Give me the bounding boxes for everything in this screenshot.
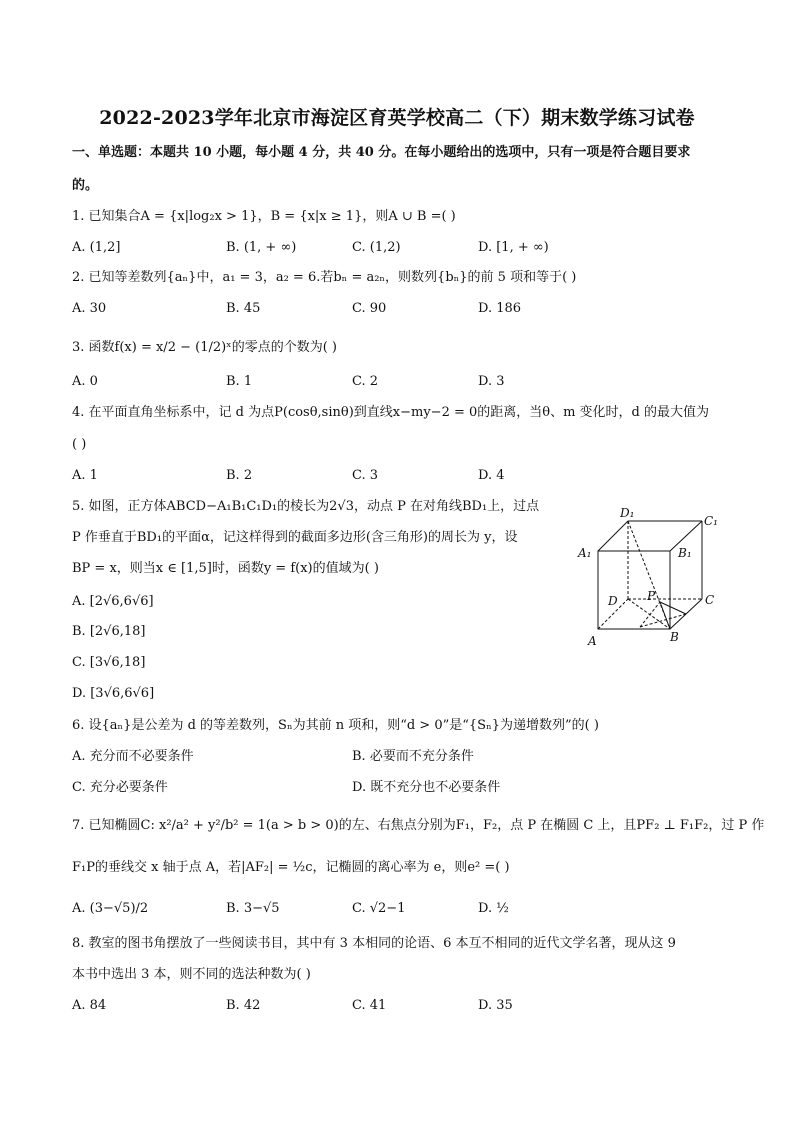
label-d: D [608,594,618,608]
question-5-stem-line-2: P 作垂直于BD₁的平面α，记这样得到的截面多边形(含三角形)的周长为 y，设 [72,530,518,545]
label-a1: A₁ [578,546,592,560]
label-d1: D₁ [620,506,635,520]
section-heading-line-1: 一、单选题：本题共 10 小题，每小题 4 分，共 40 分。在每小题给出的选项中，只有一项是符合题目要求 [72,145,691,160]
question-5-option-b: B. [2√6,18] [72,624,146,639]
question-8-option-d: D. 35 [478,998,513,1013]
question-1-option-b: B. (1, + ∞) [226,240,297,255]
label-p: P [647,589,656,603]
question-6-option-a: A. 充分而不必要条件 [72,749,194,764]
question-2-stem: 2. 已知等差数列{aₙ}中，a₁ = 3，a₂ = 6.若bₙ = a₂ₙ，则数列{bₙ}的前 5 项和等于( ) [72,270,577,285]
question-4-option-d: D. 4 [478,468,505,483]
question-4-option-c: C. 3 [352,468,379,483]
question-6-option-b: B. 必要而不充分条件 [352,749,474,764]
question-2-option-d: D. 186 [478,301,522,316]
question-5-option-a: A. [2√6,6√6] [72,594,154,609]
label-c1: C₁ [704,514,718,528]
question-1-stem: 1. 已知集合A = {x|log₂x > 1}，B = {x|x ≥ 1}，则A ∪ B =( ) [72,209,456,224]
question-7-option-b: B. 3−√5 [226,901,280,916]
question-4-option-a: A. 1 [72,468,98,483]
label-b: B [670,630,679,644]
question-2-option-b: B. 45 [226,301,261,316]
question-4-option-b: B. 2 [226,468,253,483]
question-7-option-d: D. ½ [478,901,509,916]
question-3-option-d: D. 3 [478,374,505,389]
question-1-option-c: C. (1,2) [352,240,401,255]
question-8-stem-line-2: 本书中选出 3 本，则不同的选法种数为( ) [72,967,311,982]
question-5-option-d: D. [3√6,6√6] [72,686,155,701]
question-5-stem-line-1: 5. 如图，正方体ABCD−A₁B₁C₁D₁的棱长为2√3，动点 P 在对角线BD₁上，过点 [72,499,540,514]
question-4-stem-line-2: ( ) [72,437,87,452]
label-c: C [705,593,715,607]
question-5-stem-line-3: BP = x，则当x ∈ [1,5]时，函数y = f(x)的值域为( ) [72,561,379,576]
edge-a1-d1 [598,521,628,551]
question-6-option-c: C. 充分必要条件 [72,780,168,795]
question-1-option-d: D. [1, + ∞) [478,240,549,255]
question-7-option-c: C. √2−1 [352,901,406,916]
question-6-stem: 6. 设{aₙ}是公差为 d 的等差数列，Sₙ为其前 n 项和，则“d > 0”是“{Sₙ}为递增数列”的( ) [72,718,599,733]
question-5-option-c: C. [3√6,18] [72,655,146,670]
cube-figure [574,506,724,650]
question-3-option-c: C. 2 [352,374,379,389]
question-2-option-a: A. 30 [72,301,107,316]
question-3-option-a: A. 0 [72,374,98,389]
question-8-stem-line-1: 8. 教室的图书角摆放了一些阅读书目，其中有 3 本相同的论语、6 本互不相同的近代文学名著，现从这 9 [72,936,676,951]
label-a: A [588,634,597,648]
question-1-option-a: A. (1,2] [72,240,121,255]
label-b1: B₁ [678,546,692,560]
question-7-stem-line-1: 7. 已知椭圆C: x²/a² + y²/b² = 1(a > b > 0)的左、右焦点分别为F₁，F₂，点 P 在椭圆 C 上，且PF₂ ⊥ F₁F₂，过 P 作 [72,818,765,833]
question-7-option-a: A. (3−√5)/2 [72,901,149,916]
question-3-option-b: B. 1 [226,374,253,389]
page-title: 2022-2023学年北京市海淀区育英学校高二（下）期末数学练习试卷 [99,107,695,129]
section-edge-1 [640,602,660,627]
question-2-option-c: C. 90 [352,301,387,316]
question-3-stem: 3. 函数f(x) = x/2 − (1/2)ˣ的零点的个数为( ) [72,340,337,355]
question-6-option-d: D. 既不充分也不必要条件 [352,780,501,795]
front-face [598,551,670,629]
section-heading-line-2: 的。 [72,178,99,193]
question-8-option-c: C. 41 [352,998,387,1013]
question-8-option-a: A. 84 [72,998,107,1013]
question-7-stem-line-2: F₁P的垂线交 x 轴于点 A，若|AF₂| = ½c，记椭圆的离心率为 e，则e² =( ) [72,860,510,875]
question-4-stem-line-1: 4. 在平面直角坐标系中，记 d 为点P(cosθ,sinθ)到直线x−my−2 = 0的距离，当θ、m 变化时，d 的最大值为 [72,405,710,420]
question-8-option-b: B. 42 [226,998,261,1013]
